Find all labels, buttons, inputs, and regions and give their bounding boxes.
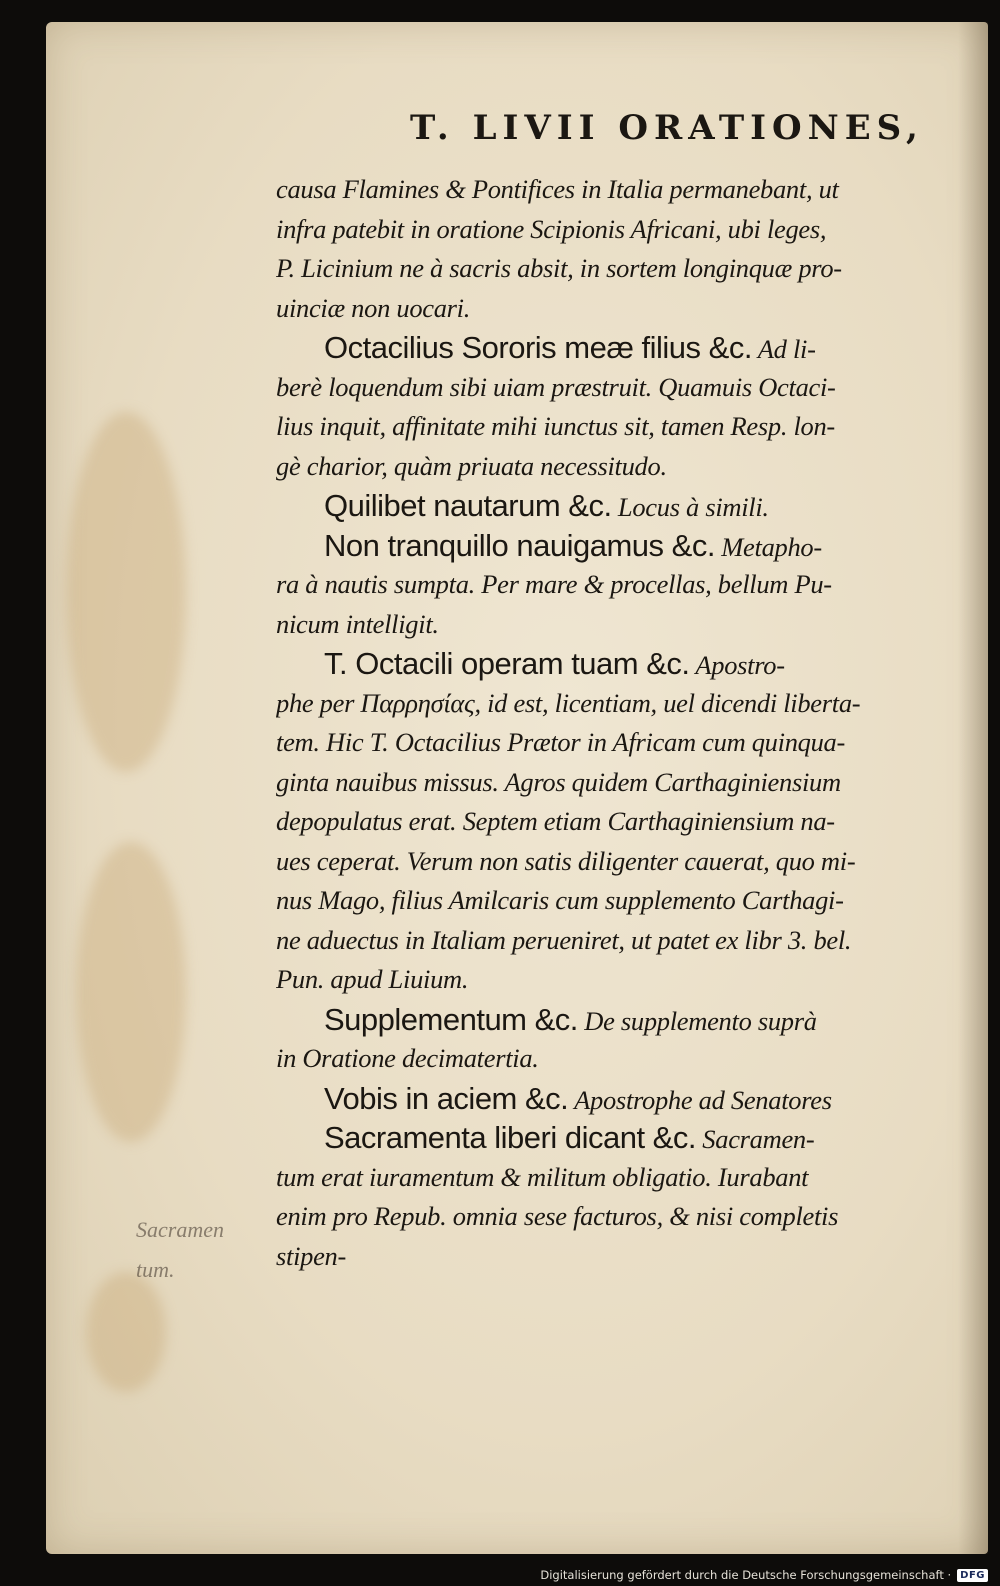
footer-credit: Digitalisierung gefördert durch die Deutsche Forschungsgemeinschaft · xyxy=(540,1568,952,1582)
commentary-text: De supplemento suprà xyxy=(577,1005,817,1036)
commentary-text: enim pro Repub. omnia sese facturos, & nisi completis xyxy=(276,1201,839,1231)
commentary-text: tem. Hic T. Octacilius Prætor in Africam cum quinqua- xyxy=(276,727,846,757)
commentary-text: Apostro- xyxy=(689,650,785,680)
lemma: Non tranquillo nauigamus &c. xyxy=(324,527,715,563)
text-line xyxy=(276,842,966,882)
commentary-text: stipen- xyxy=(276,1240,347,1271)
margin-note xyxy=(136,1210,224,1290)
lemma: Sacramenta liberi dicant &c. xyxy=(324,1120,696,1155)
text-line xyxy=(276,526,966,566)
commentary-text: ra à nautis sumpta. Per mare & procellas, bellum Pu- xyxy=(276,569,832,599)
paragraph xyxy=(276,644,966,1000)
commentary-text: ues ceperat. Verum non satis diligenter cauerat, quo mi- xyxy=(276,845,856,876)
text-line xyxy=(276,565,966,605)
commentary-text: phe per Παρρησίας, id est, licentiam, uel dicendi liberta- xyxy=(276,687,861,718)
text-line xyxy=(276,1237,966,1277)
text-line xyxy=(276,723,966,763)
commentary-text: ginta nauibus missus. Agros quidem Carthaginiensium xyxy=(276,766,841,797)
text-line xyxy=(276,486,966,526)
water-stain xyxy=(86,1272,166,1392)
text-line xyxy=(276,328,966,368)
dfg-logo: DFG xyxy=(957,1569,988,1582)
text-line xyxy=(276,1039,966,1079)
commentary-text: Locus à simili. xyxy=(611,492,769,522)
commentary-text: ne aduectus in Italiam perueniret, ut patet ex libr 3. bel. xyxy=(276,924,852,955)
text-line xyxy=(276,1118,966,1158)
commentary-text: Apostrophe ad Senatores xyxy=(568,1084,832,1115)
paragraph xyxy=(276,1000,966,1079)
paragraph xyxy=(276,1079,966,1119)
water-stain xyxy=(66,412,186,772)
text-line xyxy=(276,921,966,961)
text-line xyxy=(276,684,966,724)
main-text xyxy=(276,170,966,1276)
commentary-text: P. Licinium ne à sacris absit, in sortem longinquæ pro- xyxy=(276,253,842,283)
paragraph xyxy=(276,486,966,526)
lemma: Octacilius Sororis meæ filius &c. xyxy=(324,330,752,365)
paragraph xyxy=(276,328,966,486)
text-line xyxy=(276,1000,966,1040)
text-line xyxy=(276,1158,966,1198)
commentary-text: in Oratione decimatertia. xyxy=(276,1043,539,1073)
commentary-text: Metapho- xyxy=(714,531,822,562)
text-line xyxy=(276,881,966,921)
footer xyxy=(540,1568,988,1582)
text-line xyxy=(276,802,966,842)
running-head: T. LIVII ORATIONES, xyxy=(410,108,924,148)
commentary-text: causa Flamines & Pontifices in Italia permanebant, ut xyxy=(276,174,839,204)
lemma: Quilibet nautarum &c. xyxy=(324,488,612,523)
lemma: Supplementum &c. xyxy=(324,1001,578,1037)
lemma: Vobis in aciem &c. xyxy=(324,1080,569,1116)
commentary-text: lius inquit, affinitate mihi iunctus sit, tamen Resp. lon- xyxy=(276,411,835,441)
text-line xyxy=(276,605,966,645)
text-line xyxy=(276,960,966,1000)
commentary-text: Ad li- xyxy=(751,334,816,364)
commentary-text: depopulatus erat. Septem etiam Carthaginiensium na- xyxy=(276,806,835,836)
text-line xyxy=(276,1197,966,1237)
text-line xyxy=(276,210,966,250)
commentary-text: infra patebit in oratione Scipionis Africani, ubi leges, xyxy=(276,213,827,244)
commentary-text: berè loquendum sibi uiam præstruit. Quamuis Octaci- xyxy=(276,371,836,402)
text-line xyxy=(276,1079,966,1119)
lemma: T. Octacili operam tuam &c. xyxy=(324,646,690,681)
text-line xyxy=(276,289,966,329)
paragraph xyxy=(276,526,966,645)
text-line xyxy=(276,368,966,408)
paragraph xyxy=(276,1118,966,1276)
text-line xyxy=(276,407,966,447)
paragraph xyxy=(276,170,966,328)
margin-note-line: tum. xyxy=(136,1257,175,1282)
text-line xyxy=(276,249,966,289)
margin-note-line: Sacramen xyxy=(136,1217,224,1242)
text-line xyxy=(276,763,966,803)
text-line xyxy=(276,644,966,684)
commentary-text: uinciæ non uocari. xyxy=(276,292,471,323)
commentary-text: Sacramen- xyxy=(695,1124,815,1154)
commentary-text: nus Mago, filius Amilcaris cum supplemento Carthagi- xyxy=(276,885,844,915)
text-line xyxy=(276,447,966,487)
commentary-text: nicum intelligit. xyxy=(276,608,439,639)
water-stain xyxy=(76,842,186,1142)
text-line xyxy=(276,170,966,210)
commentary-text: Pun. apud Liuium. xyxy=(276,964,469,994)
commentary-text: tum erat iuramentum & militum obligatio. Iurabant xyxy=(276,1161,809,1192)
commentary-text: gè charior, quàm priuata necessitudo. xyxy=(276,450,667,481)
